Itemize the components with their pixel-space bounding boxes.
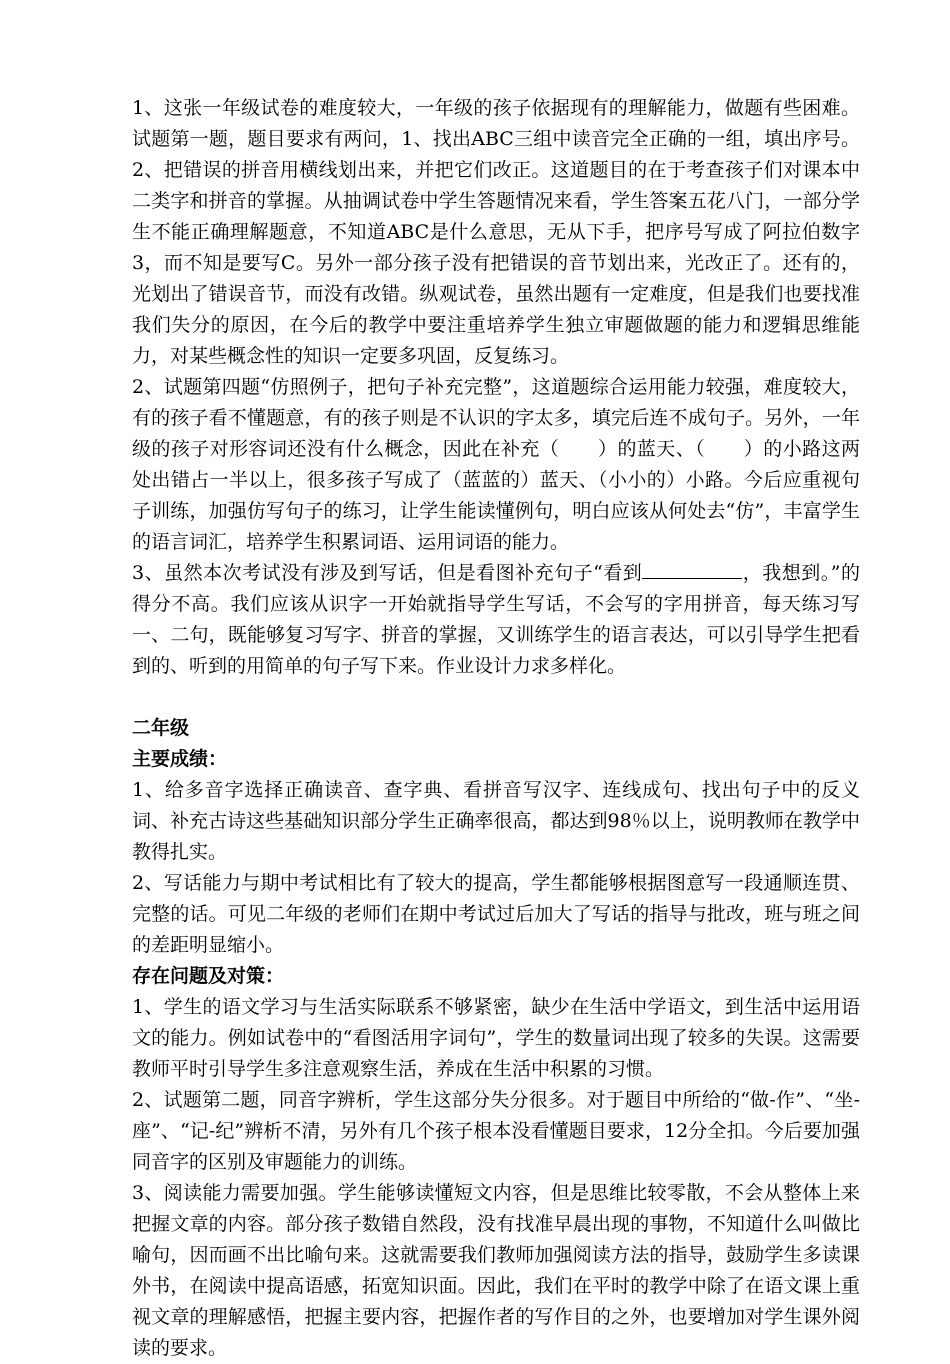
problem-1-text: 1、学生的语文学习与生活实际联系不够紧密，缺少在生活中学语文，到生活中运用语文的能力。例如试卷中的“看图活用字词句”，学生的数量词出现了较多的失误。这需要教师平时引导学生多注意观察生活，养成在生活中积累的习惯。 — [132, 996, 860, 1080]
problem-3 — [132, 1178, 860, 1364]
grade1-paragraph-2 — [132, 372, 860, 558]
grade1-paragraph-3-text-a: 3、虽然本次考试没有涉及到写话，但是看图补充句子“看到 — [132, 562, 643, 584]
grade2-title: 二年级 — [132, 717, 190, 739]
section-spacer — [132, 682, 860, 713]
grade1-paragraph-3 — [132, 558, 860, 682]
achievement-1 — [132, 775, 860, 868]
document-page — [132, 93, 860, 1364]
achievement-1-text: 1、给多音字选择正确读音、查字典、看拼音写汉字、连线成句、找出句子中的反义词、补充古诗这些基础知识部分学生正确率很高，都达到98％以上，说明教师在教学中教得扎实。 — [132, 779, 860, 863]
problem-2-text: 2、试题第二题，同音字辨析，学生这部分失分很多。对于题目中所给的“做-作”、“坐-座”、“记-纪”辨析不清，另外有几个孩子根本没看懂题目要求，12分全扣。今后要加强同音字的区别及审题能力的训练。 — [132, 1089, 860, 1173]
grade1-paragraph-1 — [132, 93, 860, 372]
achievement-2-text: 2、写话能力与期中考试相比有了较大的提高，学生都能够根据图意写一段通顺连贯、完整的话。可见二年级的老师们在期中考试过后加大了写话的指导与批改，班与班之间的差距明显缩小。 — [132, 872, 860, 956]
problems-heading: 存在问题及对策： — [132, 965, 285, 987]
achievement-2 — [132, 868, 860, 961]
grade1-paragraph-1-text: 1、这张一年级试卷的难度较大，一年级的孩子依据现有的理解能力，做题有些困难。试题第一题，题目要求有两问，1、找出ABC三组中读音完全正确的一组，填出序号。2、把错误的拼音用横线划出来，并把它们改正。这道题目的在于考查孩子们对课本中二类字和拼音的掌握。从抽调试卷中学生答题情况来看，学生答案五花八门，一部分学生不能正确理解题意，不知道ABC是什么意思，无从下手，把序号写成了阿拉伯数字3，而不知是要写C。另外一部分孩子没有把错误的音节划出来，光改正了。还有的，光划出了错误音节，而没有改错。纵观试卷，虽然出题有一定难度，但是我们也要找准我们失分的原因，在今后的教学中要注重培养学生独立审题做题的能力和逻辑思维能力，对某些概念性的知识一定要多巩固，反复练习。 — [132, 97, 860, 367]
problem-2 — [132, 1085, 860, 1178]
grade1-paragraph-3-text-b: ，我想到。”的得分不高。我们应该从识字一开始就指导学生写话，不会写的字用拼音，每天练习写一、二句，既能够复习写字、拼音的掌握，又训练学生的语言表达，可以引导学生把看到的、听到的用简单的句子写下来。作业设计力求多样化。 — [132, 562, 860, 677]
grade1-paragraph-2-text: 2、试题第四题“仿照例子，把句子补充完整”，这道题综合运用能力较强，难度较大，有的孩子看不懂题意，有的孩子则是不认识的字太多，填完后连不成句子。另外，一年级的孩子对形容词还没有什么概念，因此在补充（ ）的蓝天、（ ）的小路这两处出错占一半以上，很多孩子写成了（蓝蓝的）蓝天、（小小的）小路。今后应重视句子训练，加强仿写句子的练习，让学生能读懂例句，明白应该从何处去“仿”，丰富学生的语言词汇，培养学生积累词语、运用词语的能力。 — [132, 376, 860, 553]
achievements-heading: 主要成绩： — [132, 748, 228, 770]
problem-3-text: 3、阅读能力需要加强。学生能够读懂短文内容，但是思维比较零散，不会从整体上来把握文章的内容。部分孩子数错自然段，没有找准早晨出现的事物，不知道什么叫做比喻句，因而画不出比喻句来。这就需要我们教师加强阅读方法的指导，鼓励学生多读课外书，在阅读中提高语感，拓宽知识面。因此，我们在平时的教学中除了在语文课上重视文章的理解感悟，把握主要内容，把握作者的写作目的之外，也要增加对学生课外阅读的要求。 — [132, 1182, 860, 1359]
fill-in-blank-line — [642, 560, 742, 579]
problem-1 — [132, 992, 860, 1085]
